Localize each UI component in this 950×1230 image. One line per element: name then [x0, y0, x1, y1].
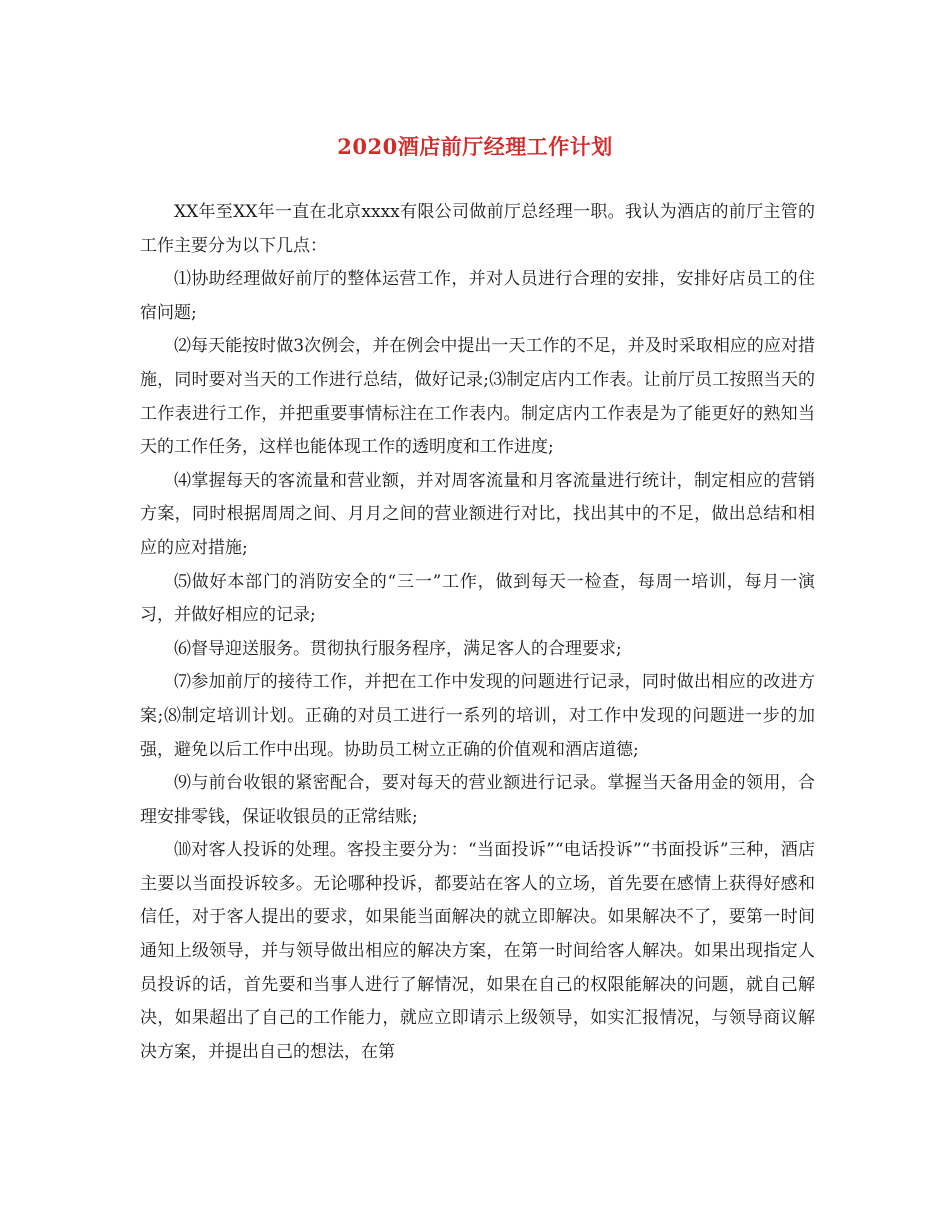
item-10-paragraph: ⑽对客人投诉的处理。客投主要分为：“当面投诉”“电话投诉”“书面投诉”三种，酒店主要以当面投诉较多。无论哪种投诉，都要站在客人的立场，首先要在感情上获得好感和信任，对于客人提出的要求，如果能当面解决的就立即解决。如果解决不了，要第一时间通知上级领导，并与领导做出相应的解决方案，在第一时间给客人解决。如果出现指定人员投诉的话，首先要和当事人进行了解情况，如果在自己的权限能解决的问题，就自己解决，如果超出了自己的工作能力，就应立即请示上级领导，如实汇报情况，与领导商议解决方案，并提出自己的想法，在第 — [140, 840, 815, 1062]
item-6-paragraph: ⑹督导迎送服务。贯彻执行服务程序，满足客人的合理要求; — [174, 638, 622, 659]
item-2-3-paragraph: ⑵每天能按时做3次例会，并在例会中提出一天工作的不足，并及时采取相应的应对措施，同时要对当天的工作进行总结，做好记录;⑶制定店内工作表。让前厅员工按照当天的工作表进行工作，并把重要事情标注在工作表内。制定店内工作表是为了能更好的熟知当天的工作任务，这样也能体现工作的透明度和工作进度; — [140, 336, 815, 458]
intro-paragraph: XX年至XX年一直在北京xxxx有限公司做前厅总经理一职。我认为酒店的前厅主管的工作主要分为以下几点： — [140, 202, 815, 256]
item-1-paragraph: ⑴协助经理做好前厅的整体运营工作，并对人员进行合理的安排，安排好店员工的住宿问题; — [140, 269, 815, 323]
document-body — [140, 196, 815, 1069]
item-9-paragraph: ⑼与前台收银的紧密配合，要对每天的营业额进行记录。掌握当天备用金的领用，合理安排零钱，保证收银员的正常结账; — [140, 773, 815, 827]
item-7-8-paragraph: ⑺参加前厅的接待工作，并把在工作中发现的问题进行记录，同时做出相应的改进方案;⑻制定培训计划。正确的对员工进行一系列的培训，对工作中发现的问题进一步的加强，避免以后工作中出现。协助员工树立正确的价值观和酒店道德; — [140, 672, 815, 760]
document-title: 2020酒店前厅经理工作计划 — [337, 134, 613, 160]
item-4-paragraph: ⑷掌握每天的客流量和营业额，并对周客流量和月客流量进行统计，制定相应的营销方案，同时根据周周之间、月月之间的营业额进行对比，找出其中的不足，做出总结和相应的应对措施; — [140, 470, 815, 558]
item-5-paragraph: ⑸做好本部门的消防安全的“三一”工作，做到每天一检查，每周一培训，每月一演习，并做好相应的记录; — [140, 571, 815, 626]
